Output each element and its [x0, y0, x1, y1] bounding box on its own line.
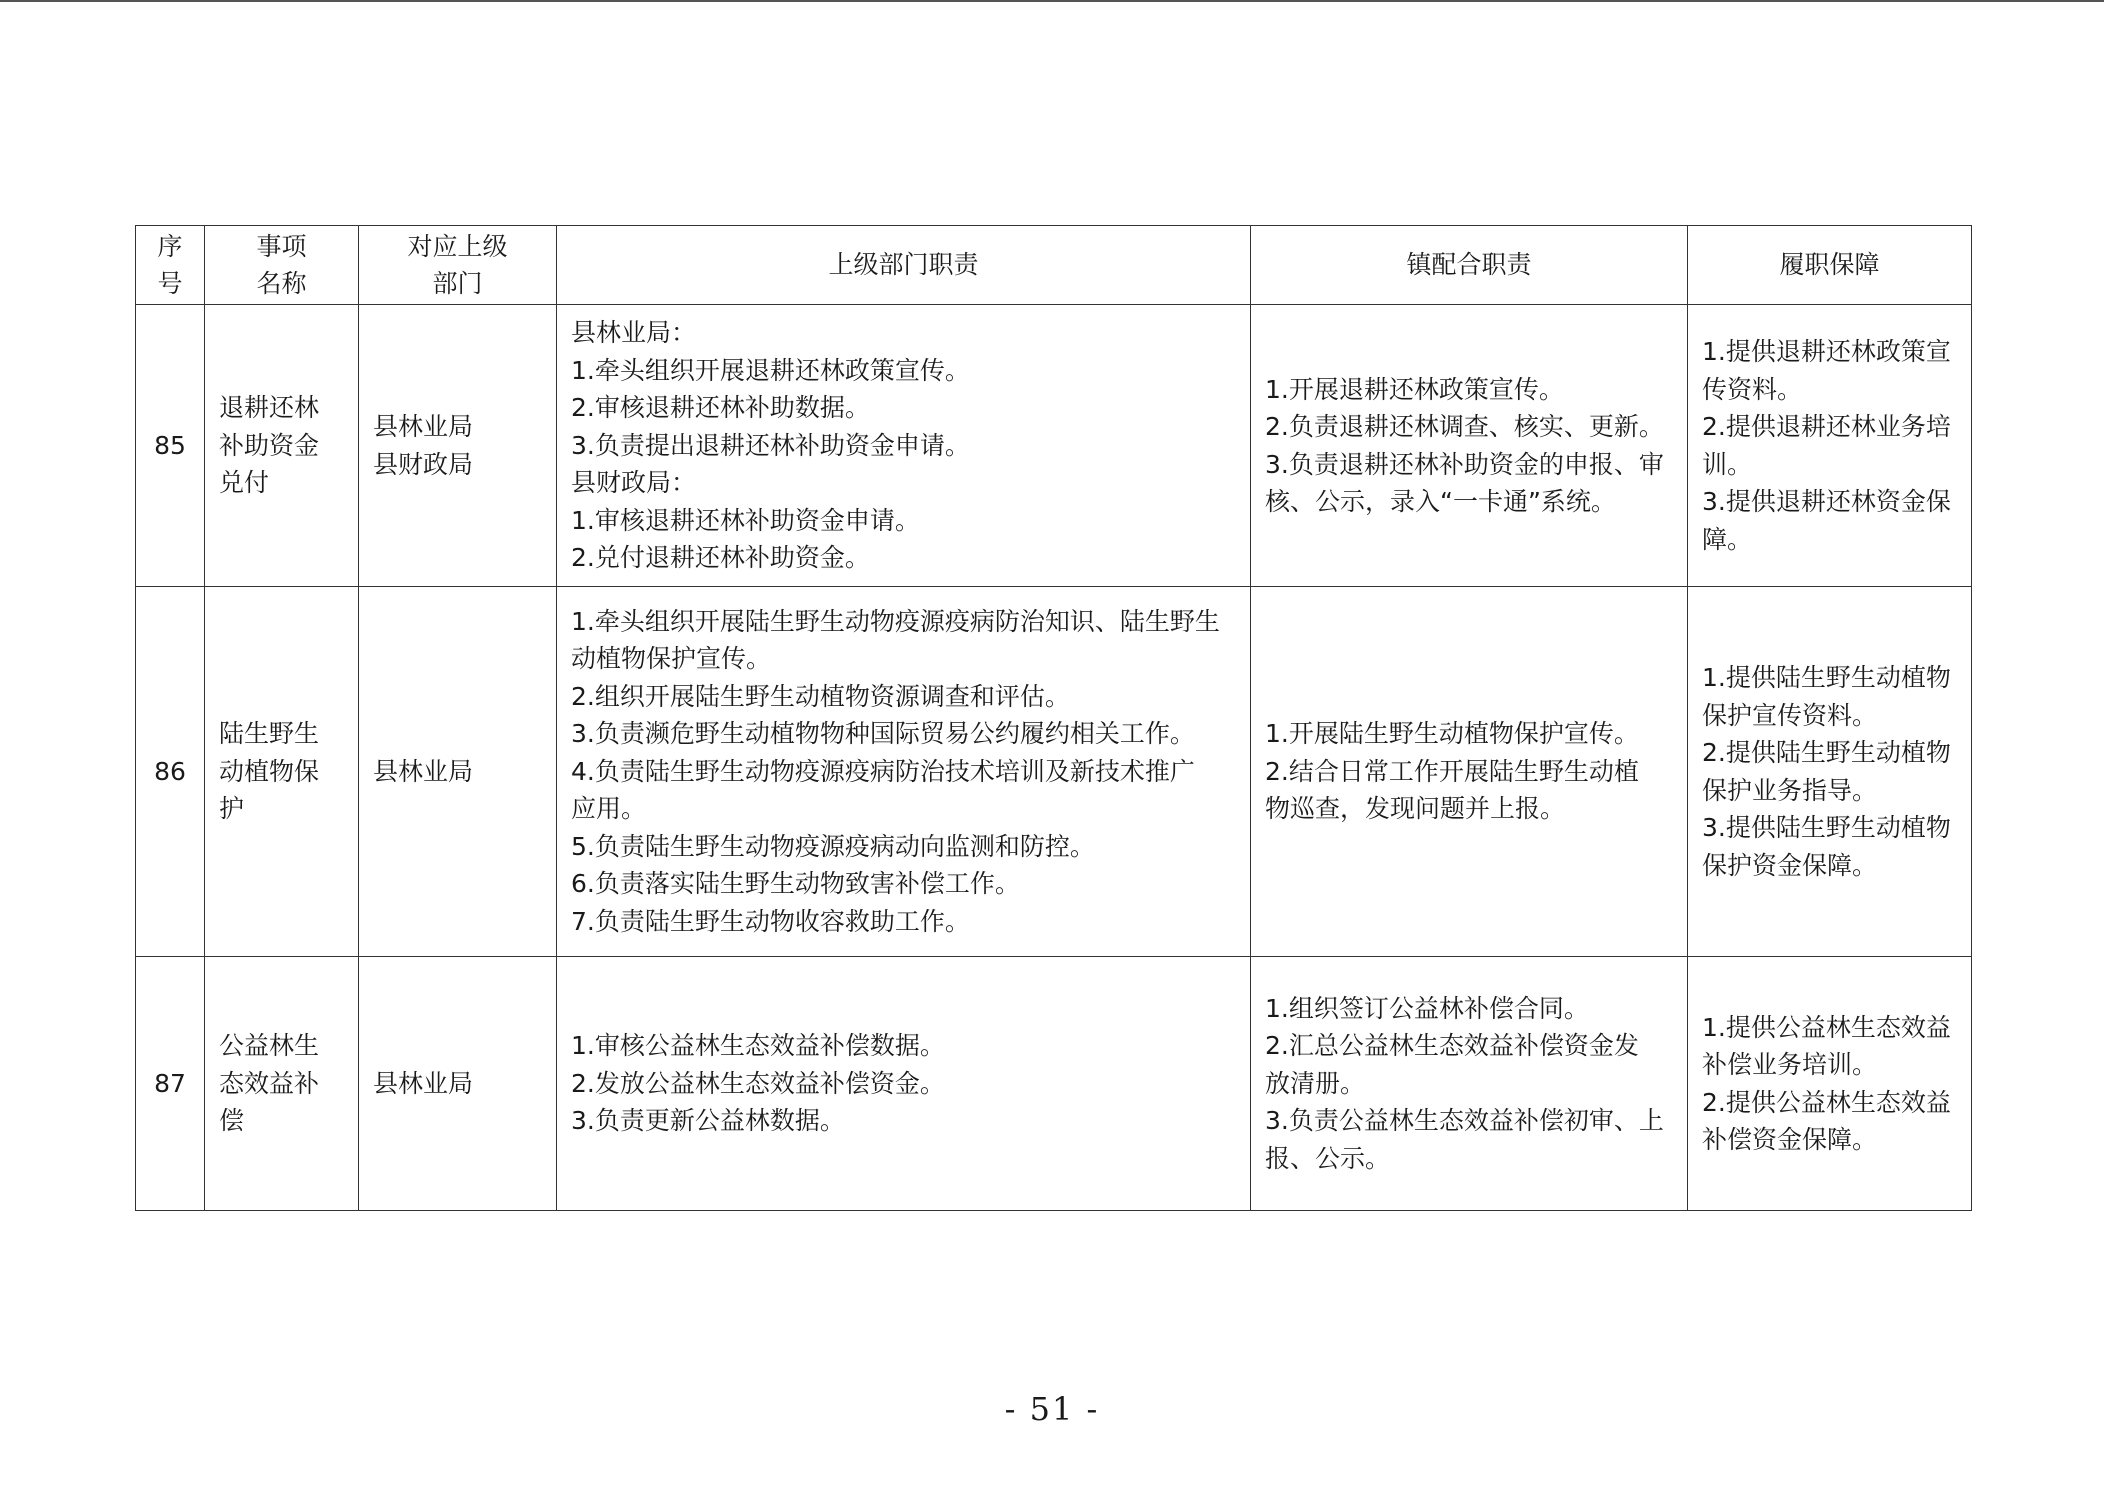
- table-row: [136, 957, 1972, 1211]
- row-seq: 87: [136, 957, 205, 1211]
- row-guarantee: [1688, 587, 1972, 957]
- cell-line: 障。: [1702, 524, 1753, 554]
- top-border-line: [0, 0, 2104, 2]
- cell-line: 县财政局: [373, 449, 474, 479]
- cell-line: 态效益补: [219, 1068, 320, 1098]
- cell-line: 偿: [219, 1106, 245, 1136]
- cell-line: 护: [219, 794, 245, 824]
- cell-line: 应用。: [571, 794, 647, 824]
- cell-line: 传资料。: [1702, 374, 1803, 404]
- table-row: [136, 587, 1972, 957]
- header-seq: 序 号: [136, 226, 205, 305]
- row-upper-duties: [557, 957, 1251, 1211]
- cell-line: 公益林生: [219, 1031, 320, 1061]
- cell-line: 陆生野生: [219, 719, 320, 749]
- cell-line: 2.负责退耕还林调查、核实、更新。: [1265, 412, 1664, 441]
- row-town-duties: [1251, 305, 1688, 587]
- cell-line: 2.审核退耕还林补助数据。: [571, 393, 870, 423]
- cell-line: 2.结合日常工作开展陆生野生动植: [1265, 756, 1639, 786]
- cell-line: 保护资金保障。: [1702, 850, 1878, 880]
- row-guarantee: [1688, 957, 1972, 1211]
- cell-line: 训。: [1702, 449, 1753, 479]
- cell-line: 3.提供退耕还林资金保: [1702, 487, 1951, 516]
- cell-line: 补偿资金保障。: [1702, 1125, 1878, 1154]
- cell-line: 县林业局：: [571, 318, 697, 348]
- cell-line: 保护业务指导。: [1702, 775, 1878, 805]
- header-town-duties: 镇配合职责: [1251, 226, 1688, 305]
- row-upper-department: [359, 957, 557, 1211]
- cell-line: 3.负责退耕还林补助资金的申报、审: [1265, 449, 1664, 479]
- table-row: [136, 305, 1972, 587]
- cell-line: 县林业局: [373, 1068, 474, 1098]
- header-upper-duties: 上级部门职责: [557, 226, 1251, 305]
- row-item-name: [205, 957, 359, 1211]
- cell-line: 核、公示，录入“一卡通”系统。: [1265, 487, 1616, 516]
- cell-line: 3.负责更新公益林数据。: [571, 1106, 845, 1136]
- cell-line: 保护宣传资料。: [1702, 700, 1878, 730]
- cell-line: 6.负责落实陆生野生动物致害补偿工作。: [571, 869, 1020, 899]
- cell-line: 7.负责陆生野生动物收容救助工作。: [571, 906, 970, 936]
- cell-line: 补偿业务培训。: [1702, 1050, 1878, 1079]
- duties-table: [135, 225, 1972, 1211]
- header-guarantee: 履职保障: [1688, 226, 1972, 305]
- row-guarantee: [1688, 305, 1972, 587]
- row-item-name: [205, 305, 359, 587]
- row-upper-department: [359, 587, 557, 957]
- table-body: [136, 305, 1972, 1211]
- page-number: - 51 -: [1004, 1390, 1100, 1428]
- cell-line: 1.审核公益林生态效益补偿数据。: [571, 1031, 945, 1061]
- cell-line: 动植物保护宣传。: [571, 644, 772, 674]
- row-seq: 86: [136, 587, 205, 957]
- cell-line: 3.提供陆生野生动植物: [1702, 813, 1951, 842]
- cell-line: 2.发放公益林生态效益补偿资金。: [571, 1068, 945, 1098]
- cell-line: 5.负责陆生野生动物疫源疫病动向监测和防控。: [571, 831, 1095, 861]
- cell-line: 3.负责濒危野生动植物物种国际贸易公约履约相关工作。: [571, 719, 1195, 749]
- cell-line: 1.提供退耕还林政策宣: [1702, 337, 1951, 366]
- cell-line: 3.负责公益林生态效益补偿初审、上: [1265, 1106, 1664, 1136]
- cell-line: 动植物保: [219, 756, 320, 786]
- cell-line: 3.负责提出退耕还林补助资金申请。: [571, 430, 970, 460]
- cell-line: 1.开展退耕还林政策宣传。: [1265, 374, 1564, 404]
- cell-line: 报、公示。: [1265, 1143, 1391, 1173]
- cell-line: 物巡查，发现问题并上报。: [1265, 794, 1566, 824]
- cell-line: 县林业局: [373, 756, 474, 786]
- cell-line: 1.牵头组织开展退耕还林政策宣传。: [571, 355, 970, 385]
- cell-line: 1.开展陆生野生动植物保护宣传。: [1265, 719, 1639, 749]
- cell-line: 2.汇总公益林生态效益补偿资金发: [1265, 1031, 1639, 1061]
- row-item-name: [205, 587, 359, 957]
- row-upper-duties: [557, 587, 1251, 957]
- cell-line: 1.组织签订公益林补偿合同。: [1265, 993, 1589, 1023]
- cell-line: 县林业局: [373, 412, 474, 441]
- cell-line: 2.组织开展陆生野生动植物资源调查和评估。: [571, 681, 1070, 711]
- cell-line: 1.提供陆生野生动植物: [1702, 663, 1951, 692]
- table-header-row: [136, 226, 1972, 305]
- row-town-duties: [1251, 587, 1688, 957]
- cell-line: 1.审核退耕还林补助资金申请。: [571, 505, 920, 535]
- header-upper-department: 对应上级 部门: [359, 226, 557, 305]
- cell-line: 2.提供陆生野生动植物: [1702, 738, 1951, 767]
- cell-line: 4.负责陆生野生动物疫源疫病防治技术培训及新技术推广: [571, 756, 1195, 786]
- cell-line: 2.提供公益林生态效益: [1702, 1087, 1951, 1117]
- cell-line: 2.兑付退耕还林补助资金。: [571, 543, 870, 573]
- row-upper-duties: [557, 305, 1251, 587]
- header-item-name: 事项 名称: [205, 226, 359, 305]
- row-seq: 85: [136, 305, 205, 587]
- cell-line: 1.牵头组织开展陆生野生动物疫源疫病防治知识、陆生野生: [571, 606, 1220, 636]
- cell-line: 1.提供公益林生态效益: [1702, 1012, 1951, 1042]
- row-town-duties: [1251, 957, 1688, 1211]
- row-upper-department: [359, 305, 557, 587]
- cell-line: 兑付: [219, 468, 270, 498]
- cell-line: 补助资金: [219, 430, 320, 460]
- cell-line: 放清册。: [1265, 1068, 1366, 1098]
- cell-line: 退耕还林: [219, 393, 320, 423]
- cell-line: 2.提供退耕还林业务培: [1702, 412, 1951, 441]
- cell-line: 县财政局：: [571, 468, 697, 498]
